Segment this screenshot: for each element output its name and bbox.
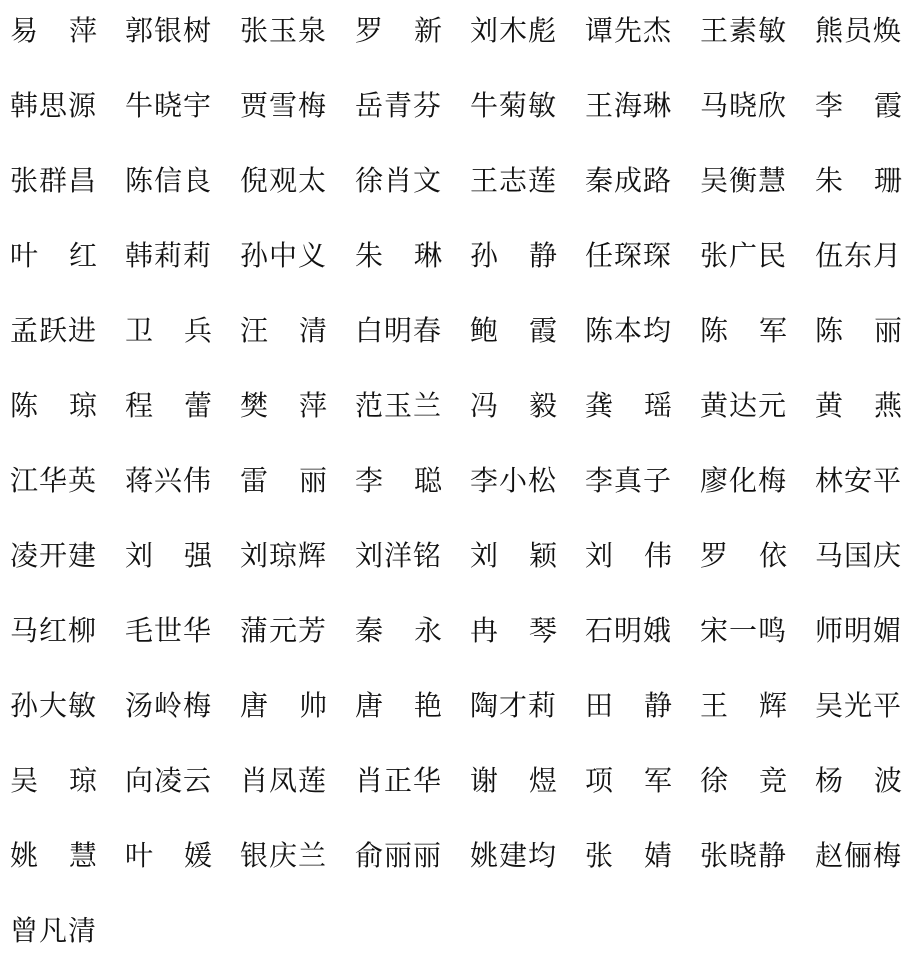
name-entry: 李 聪 — [355, 464, 442, 497]
name-entry: 石明娥 — [585, 614, 673, 647]
name-entry: 姚建均 — [470, 839, 558, 872]
name-entry: 凌开建 — [10, 539, 98, 572]
name-entry: 银庆兰 — [240, 839, 328, 872]
name-entry: 鲍 霞 — [470, 314, 557, 347]
name-entry: 唐 艳 — [355, 689, 442, 722]
name-entry: 叶 红 — [10, 239, 97, 272]
name-entry: 郭银树 — [125, 14, 213, 47]
name-entry: 孙中义 — [240, 239, 328, 272]
name-entry: 俞丽丽 — [355, 839, 443, 872]
name-entry: 冉 琴 — [470, 614, 557, 647]
name-entry: 徐 竞 — [700, 764, 787, 797]
name-entry: 廖化梅 — [700, 464, 788, 497]
name-entry: 樊 萍 — [240, 389, 327, 422]
name-entry: 谢 煜 — [470, 764, 557, 797]
name-entry: 刘 颖 — [470, 539, 557, 572]
name-entry: 张晓静 — [700, 839, 788, 872]
name-entry: 马国庆 — [815, 539, 903, 572]
name-entry: 马红柳 — [10, 614, 98, 647]
name-entry: 韩莉莉 — [125, 239, 213, 272]
name-entry: 蒲元芳 — [240, 614, 328, 647]
name-entry: 牛菊敏 — [470, 89, 558, 122]
name-entry: 李真子 — [585, 464, 673, 497]
name-entry: 陈 军 — [700, 314, 787, 347]
name-entry: 罗 新 — [355, 14, 442, 47]
name-entry: 贾雪梅 — [240, 89, 328, 122]
name-entry: 刘琼辉 — [240, 539, 328, 572]
name-entry: 陈 琼 — [10, 389, 97, 422]
name-entry: 叶 媛 — [125, 839, 212, 872]
name-entry: 秦成路 — [585, 164, 673, 197]
name-entry: 倪观太 — [240, 164, 328, 197]
name-entry: 肖正华 — [355, 764, 443, 797]
name-entry: 雷 丽 — [240, 464, 327, 497]
name-entry: 冯 毅 — [470, 389, 557, 422]
name-entry: 秦 永 — [355, 614, 442, 647]
name-entry: 龚 瑶 — [585, 389, 672, 422]
name-entry: 汪 清 — [240, 314, 327, 347]
name-entry: 林安平 — [815, 464, 903, 497]
name-entry: 马晓欣 — [700, 89, 788, 122]
name-entry: 张群昌 — [10, 164, 98, 197]
name-entry: 张广民 — [700, 239, 788, 272]
name-entry: 江华英 — [10, 464, 98, 497]
name-entry: 徐肖文 — [355, 164, 443, 197]
name-entry: 程 蕾 — [125, 389, 212, 422]
name-entry: 岳青芬 — [355, 89, 443, 122]
name-entry: 陈本均 — [585, 314, 673, 347]
name-entry: 赵俪梅 — [815, 839, 903, 872]
name-entry: 杨 波 — [815, 764, 902, 797]
name-entry: 谭先杰 — [585, 14, 673, 47]
name-entry: 陶才莉 — [470, 689, 558, 722]
name-entry: 陈信良 — [125, 164, 213, 197]
name-entry: 师明媚 — [815, 614, 903, 647]
name-entry: 朱 珊 — [815, 164, 902, 197]
name-entry: 吴衡慧 — [700, 164, 788, 197]
name-entry: 刘木彪 — [470, 14, 558, 47]
name-entry: 韩思源 — [10, 89, 98, 122]
name-entry: 孙大敏 — [10, 689, 98, 722]
name-entry: 罗 依 — [700, 539, 787, 572]
name-entry: 李 霞 — [815, 89, 902, 122]
name-entry: 张玉泉 — [240, 14, 328, 47]
name-entry: 黄达元 — [700, 389, 788, 422]
name-entry: 刘 伟 — [585, 539, 672, 572]
name-entry: 蒋兴伟 — [125, 464, 213, 497]
name-entry: 陈 丽 — [815, 314, 902, 347]
name-entry: 吴 琼 — [10, 764, 97, 797]
name-entry: 毛世华 — [125, 614, 213, 647]
name-entry: 伍东月 — [815, 239, 903, 272]
name-entry: 肖凤莲 — [240, 764, 328, 797]
name-entry: 张 婧 — [585, 839, 672, 872]
name-entry: 孟跃进 — [10, 314, 98, 347]
name-entry: 吴光平 — [815, 689, 903, 722]
name-entry: 孙 静 — [470, 239, 557, 272]
name-entry: 任琛琛 — [585, 239, 673, 272]
name-entry: 牛晓宇 — [125, 89, 213, 122]
name-entry: 王素敏 — [700, 14, 788, 47]
name-entry: 朱 琳 — [355, 239, 442, 272]
name-entry: 王 辉 — [700, 689, 787, 722]
name-entry: 田 静 — [585, 689, 672, 722]
name-entry: 范玉兰 — [355, 389, 443, 422]
name-entry: 刘洋铭 — [355, 539, 443, 572]
name-entry: 黄 燕 — [815, 389, 902, 422]
name-entry: 王海琳 — [585, 89, 673, 122]
name-list-grid — [10, 5, 910, 980]
name-entry: 向凌云 — [125, 764, 213, 797]
name-entry: 刘 强 — [125, 539, 212, 572]
name-entry: 卫 兵 — [125, 314, 212, 347]
name-entry: 熊员焕 — [815, 14, 903, 47]
name-entry: 李小松 — [470, 464, 558, 497]
name-entry: 项 军 — [585, 764, 672, 797]
name-entry: 唐 帅 — [240, 689, 327, 722]
name-entry: 易 萍 — [10, 14, 97, 47]
name-entry: 姚 慧 — [10, 839, 97, 872]
name-entry: 汤岭梅 — [125, 689, 213, 722]
name-entry: 白明春 — [355, 314, 443, 347]
name-entry: 王志莲 — [470, 164, 558, 197]
name-entry: 曾凡清 — [10, 914, 98, 947]
name-entry: 宋一鸣 — [700, 614, 788, 647]
